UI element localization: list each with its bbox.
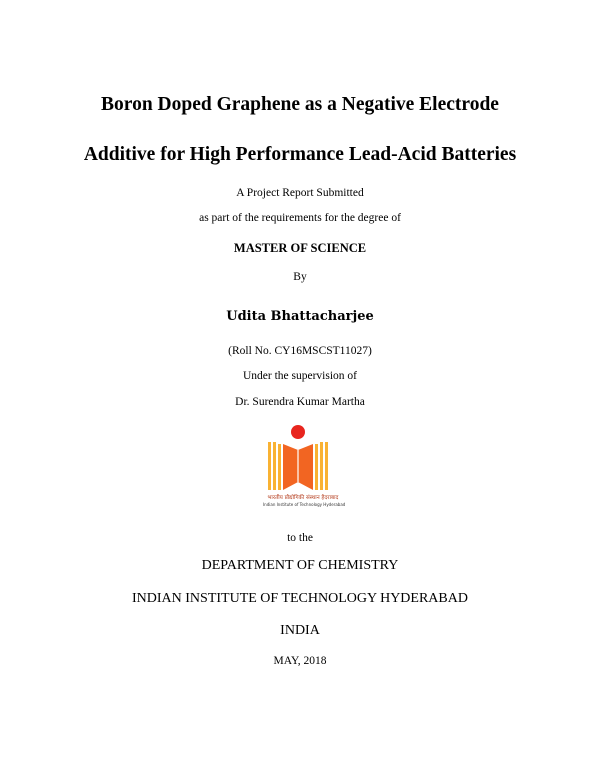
- roll-number: (Roll No. CY16MSCST11027): [228, 345, 372, 357]
- country-text: INDIA: [280, 623, 320, 638]
- iith-emblem-icon: [263, 422, 343, 502]
- logo-hindi-text: भारतीय प्रौद्योगिकी संस्थान हैदराबाद: [267, 495, 339, 501]
- requirements-text: as part of the requirements for the degree of: [199, 212, 401, 224]
- submitted-text: A Project Report Submitted: [236, 187, 364, 199]
- to-the-text: to the: [287, 532, 313, 544]
- by-text: By: [293, 271, 307, 283]
- supervisor-name: Dr. Surendra Kumar Martha: [235, 396, 365, 408]
- institute-text: INDIAN INSTITUTE OF TECHNOLOGY HYDERABAD: [132, 591, 468, 606]
- degree-text: MASTER OF SCIENCE: [233, 241, 367, 255]
- author-name: Udita Bhattacharjee: [226, 309, 374, 324]
- title-line-2: Additive for High Performance Lead-Acid Batteries: [83, 144, 517, 165]
- title-line-1: Boron Doped Graphene as a Negative Electrode: [101, 94, 499, 115]
- date-text: MAY, 2018: [273, 655, 327, 667]
- department-text: DEPARTMENT OF CHEMISTRY: [201, 558, 399, 573]
- iith-logo: [263, 422, 346, 512]
- supervision-text: Under the supervision of: [242, 370, 358, 382]
- logo-english-text: Indian Institute of Technology Hyderabad: [263, 502, 346, 507]
